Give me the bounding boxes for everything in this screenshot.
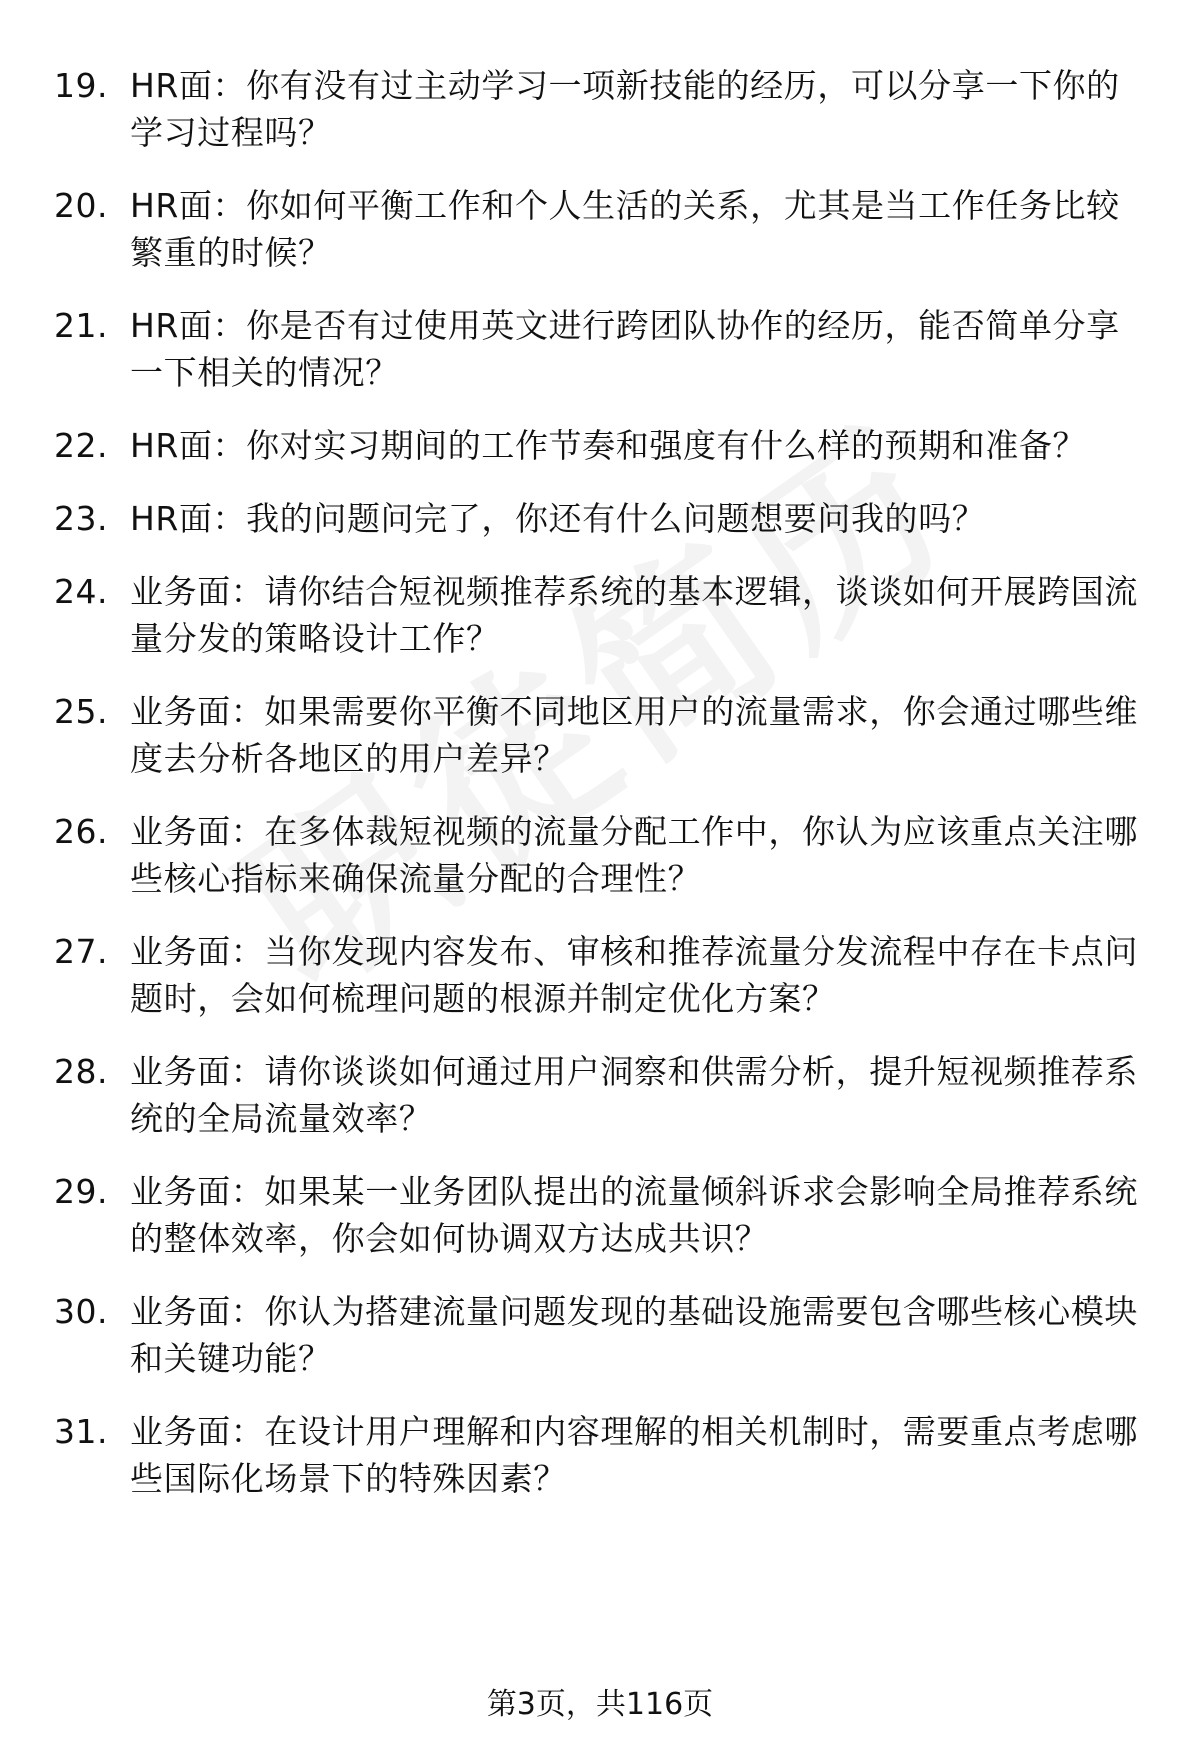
list-item xyxy=(0,495,1200,542)
question-text: 业务面：如果某一业务团队提出的流量倾斜诉求会影响全局推荐系统的整体效率，你会如何协调双方达成共识？ xyxy=(130,1172,1138,1258)
list-item xyxy=(0,568,1200,662)
question-number: 21. xyxy=(54,306,108,345)
list-item xyxy=(0,928,1200,1022)
question-text: 业务面：请你结合短视频推荐系统的基本逻辑，谈谈如何开展跨国流量分发的策略设计工作？ xyxy=(130,572,1138,658)
question-number: 31. xyxy=(54,1412,108,1451)
list-item xyxy=(0,1168,1200,1262)
page-footer: 第3页，共116页 xyxy=(486,1687,714,1722)
question-text: HR面：你如何平衡工作和个人生活的关系，尤其是当工作任务比较繁重的时候？ xyxy=(130,186,1120,272)
list-item xyxy=(0,302,1200,396)
list-item xyxy=(0,422,1200,469)
question-text: HR面：你对实习期间的工作节奏和强度有什么样的预期和准备？ xyxy=(130,426,1087,465)
list-item xyxy=(0,1048,1200,1142)
list-item xyxy=(0,62,1200,156)
question-number: 27. xyxy=(54,932,108,971)
question-number: 26. xyxy=(54,812,108,851)
question-text: 业务面：在设计用户理解和内容理解的相关机制时，需要重点考虑哪些国际化场景下的特殊因素？ xyxy=(130,1412,1138,1498)
question-number: 25. xyxy=(54,692,108,731)
question-number: 19. xyxy=(54,66,108,105)
question-number: 22. xyxy=(54,426,108,465)
question-text: 业务面：你认为搭建流量问题发现的基础设施需要包含哪些核心模块和关键功能？ xyxy=(130,1292,1138,1378)
question-number: 20. xyxy=(54,186,108,225)
list-item xyxy=(0,182,1200,276)
question-number: 29. xyxy=(54,1172,108,1211)
question-number: 30. xyxy=(54,1292,108,1331)
list-item xyxy=(0,808,1200,902)
question-number: 24. xyxy=(54,572,108,611)
question-text: 业务面：请你谈谈如何通过用户洞察和供需分析，提升短视频推荐系统的全局流量效率？ xyxy=(130,1052,1138,1138)
question-text: HR面：你有没有过主动学习一项新技能的经历，可以分享一下你的学习过程吗？ xyxy=(130,66,1120,152)
question-text: HR面：你是否有过使用英文进行跨团队协作的经历，能否简单分享一下相关的情况？ xyxy=(130,306,1120,392)
question-text: 业务面：当你发现内容发布、审核和推荐流量分发流程中存在卡点问题时，会如何梳理问题的根源并制定优化方案？ xyxy=(130,932,1138,1018)
question-text: 业务面：如果需要你平衡不同地区用户的流量需求，你会通过哪些维度去分析各地区的用户差异？ xyxy=(130,692,1138,778)
list-item xyxy=(0,688,1200,782)
list-item xyxy=(0,1408,1200,1502)
question-list xyxy=(0,62,1200,1528)
question-text: 业务面：在多体裁短视频的流量分配工作中，你认为应该重点关注哪些核心指标来确保流量分配的合理性？ xyxy=(130,812,1138,898)
question-text: HR面：我的问题问完了，你还有什么问题想要问我的吗？ xyxy=(130,499,986,538)
question-number: 28. xyxy=(54,1052,108,1091)
list-item xyxy=(0,1288,1200,1382)
question-number: 23. xyxy=(54,499,108,538)
